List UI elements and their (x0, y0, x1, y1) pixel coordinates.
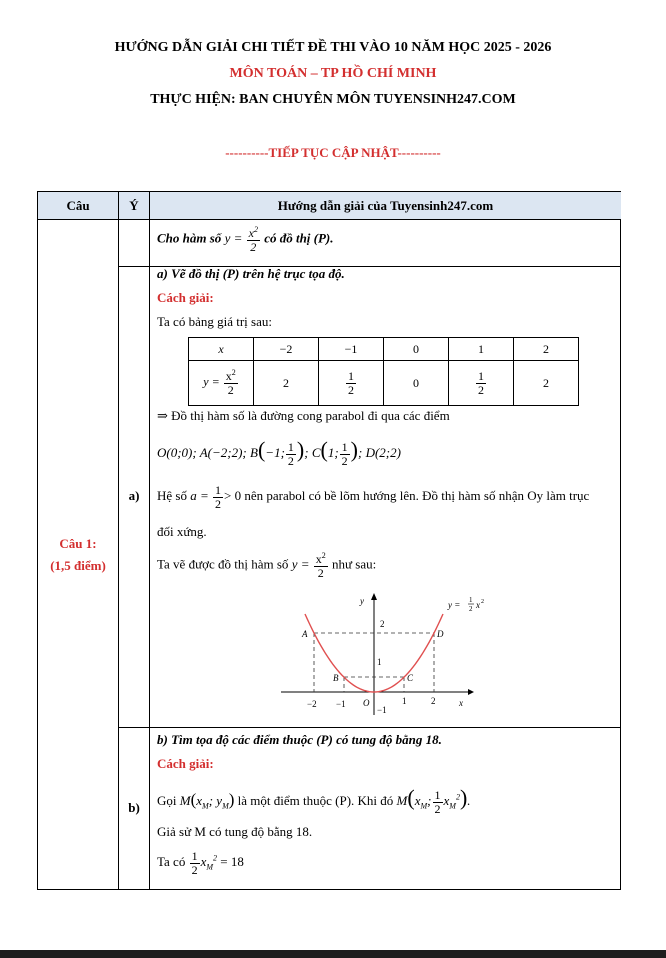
value-table-y: 2 (254, 361, 319, 406)
value-table-x: 2 (514, 338, 579, 361)
point-label: B (333, 673, 339, 683)
points-list: O(0;0); A(−2;2); B(−1; $\frac{1}{2}$ ); C(1; $\frac{1}{2}$ ); D(2;2) (157, 437, 401, 468)
update-notice: ----------TIẾP TỤC CẬP NHẬT---------- (225, 145, 441, 160)
parabola-graph (276, 590, 506, 720)
row-divider (38, 219, 620, 220)
value-table-intro: Ta có bảng giá trị sau: (157, 314, 272, 329)
part-b-label: b) (128, 800, 140, 815)
origin-label: O (363, 698, 370, 708)
points-intro: ⇒ Đồ thị hàm số là đường cong parabol đi qua các điểm (157, 408, 450, 423)
curve-label-y: y = (448, 600, 461, 610)
value-table (188, 337, 579, 406)
curve-label-frac-num: 1 (469, 596, 473, 604)
column-divider (118, 192, 119, 889)
header-y: Ý (119, 192, 149, 219)
curve-label-x: x (476, 600, 480, 610)
row-divider (118, 727, 620, 728)
value-table-x: 1 (449, 338, 514, 361)
tick-x-label: 2 (431, 696, 436, 706)
document-author: THỰC HIỆN: BAN CHUYÊN MÔN TUYENSINH247.COM (150, 92, 516, 107)
tick-y-label: 1 (377, 657, 382, 667)
value-table-y: $\frac{1}{2}$ (449, 361, 514, 406)
tick-x-label: −2 (307, 699, 317, 709)
tick-y-label: 2 (380, 619, 385, 629)
viewer-bottom-bar (0, 950, 666, 958)
document-title: HƯỚNG DẪN GIẢI CHI TIẾT ĐỀ THI VÀO 10 NĂM HỌC 2025 - 2026 (114, 40, 552, 55)
part-b-line3: Ta có $\frac{1}{2}$ $x_M^2 = 18$ (157, 849, 244, 877)
curve-label-frac-den: 2 (469, 605, 473, 613)
tick-x-label: −1 (336, 699, 346, 709)
part-b-task: b) Tìm tọa độ các điểm thuộc (P) có tung độ bằng 18. (157, 732, 442, 747)
tick-x-label: 1 (402, 696, 407, 706)
question-points: (1,5 điểm) (50, 558, 106, 574)
axis-x-label: x (459, 698, 463, 708)
curve-label-sq: 2 (481, 599, 484, 605)
graph-intro: Ta vẽ được đồ thị hàm số y = $\frac{x^2}{2}$ như sau: (157, 551, 377, 580)
value-table-x: 0 (384, 338, 449, 361)
part-a-method: Cách giải: (157, 290, 214, 305)
value-table-x: −2 (254, 338, 319, 361)
document-subject: MÔN TOÁN – TP HỒ CHÍ MINH (229, 66, 437, 81)
part-b-line2: Giả sử M có tung độ bằng 18. (157, 824, 313, 839)
tick-y-label: −1 (377, 705, 387, 715)
question-number: Câu 1: (59, 536, 97, 551)
x-axis-arrow (468, 689, 474, 695)
question-label (38, 533, 118, 577)
part-a-label: a) (128, 488, 140, 503)
coefficient-note: Hệ số a = $\frac{1}{2}$ > 0 nên parabol có bề lõm hướng lên. Đồ thị hàm số nhận Oy làm trục (157, 483, 590, 511)
value-table-y: $\frac{1}{2}$ (319, 361, 384, 406)
header-guide: Hướng dẫn giải của Tuyensinh247.com (150, 192, 621, 219)
point-label: D (437, 629, 444, 639)
column-divider (149, 192, 150, 889)
value-table-y-header: y = $\frac{x^2}{2}$ (189, 361, 254, 406)
value-table-x-header: x (189, 338, 254, 361)
value-table-y: 0 (384, 361, 449, 406)
point-label: C (407, 673, 414, 683)
part-a-task: a) Vẽ đồ thị (P) trên hệ trục tọa độ. (157, 266, 345, 281)
y-axis-arrow (371, 593, 377, 600)
point-label: A (302, 629, 308, 639)
value-table-y: 2 (514, 361, 579, 406)
axis-y-label: y (360, 596, 364, 606)
value-table-x: −1 (319, 338, 384, 361)
header-cau: Câu (38, 192, 118, 219)
coefficient-note-cont: đối xứng. (157, 524, 207, 539)
part-b-line1: Gọi $M(x_M$; $y_M$) là một điểm thuộc (P). Khi đó $M(x_M$; $\frac{1}{2}$ $x_M^2$). (157, 785, 471, 816)
function-intro: Cho hàm số y = $\frac{x^2}{2}$ có đồ thị (P). (157, 225, 334, 254)
part-b-method: Cách giải: (157, 756, 214, 771)
